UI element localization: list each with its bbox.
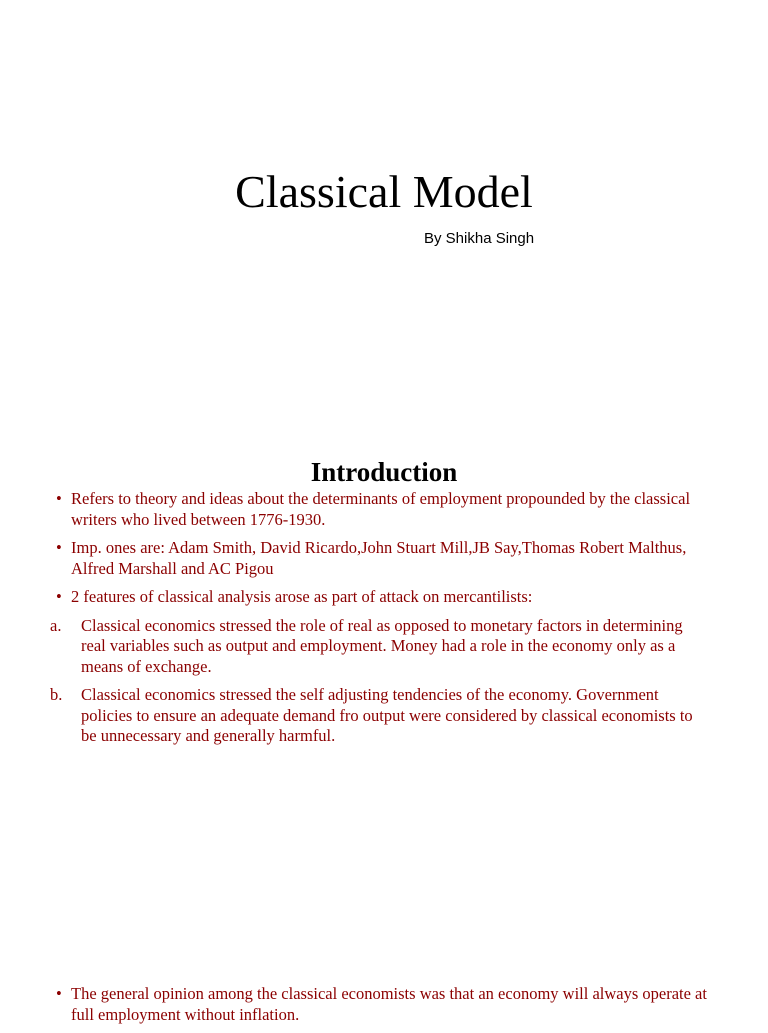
letter-marker: b. [50, 685, 63, 704]
title-slide [0, 0, 768, 432]
list-item [50, 616, 708, 678]
introduction-slide [0, 432, 768, 864]
list-item [56, 489, 708, 530]
bullet-marker: • [56, 984, 62, 1003]
list-item-text: Classical economics stressed the self adjusting tendencies of the economy. Government policies to ensure an adequate demand fro output were considered by classical economists to be unnecessary and generally harmful. [81, 685, 693, 745]
list-item [56, 984, 708, 1025]
list-item-text: Classical economics stressed the role of real as opposed to monetary factors in determining real variables such as output and employment. Money had a role in the economy only as a means of exchange. [81, 615, 683, 676]
bullet-marker: • [56, 489, 62, 508]
list-item-text: The general opinion among the classical economists was that an economy will always operate at full employment without inflation. [71, 984, 707, 1024]
letter-marker: a. [50, 615, 62, 635]
list-item-text: 2 features of classical analysis arose as part of attack on mercantilists: [71, 587, 533, 606]
bullet-list [56, 984, 708, 1033]
list-item-text: Imp. ones are: Adam Smith, David Ricardo,John Stuart Mill,JB Say,Thomas Robert Malthus, Alfred Marshall and AC Pigou [71, 538, 687, 578]
list-item [56, 538, 708, 579]
bullet-marker: • [56, 538, 62, 557]
slide-title: Classical Model [235, 166, 533, 217]
bullet-list [50, 489, 708, 755]
slide-heading: Introduction [310, 457, 458, 487]
author-subtitle: By Shikha Singh [424, 230, 535, 247]
bullet-marker: • [56, 587, 62, 606]
content-slide [0, 864, 768, 1024]
list-item-text: Refers to theory and ideas about the determinants of employment propounded by the classical writers who lived between 1776-1930. [71, 489, 691, 529]
list-item [56, 587, 708, 608]
list-item [50, 685, 708, 747]
